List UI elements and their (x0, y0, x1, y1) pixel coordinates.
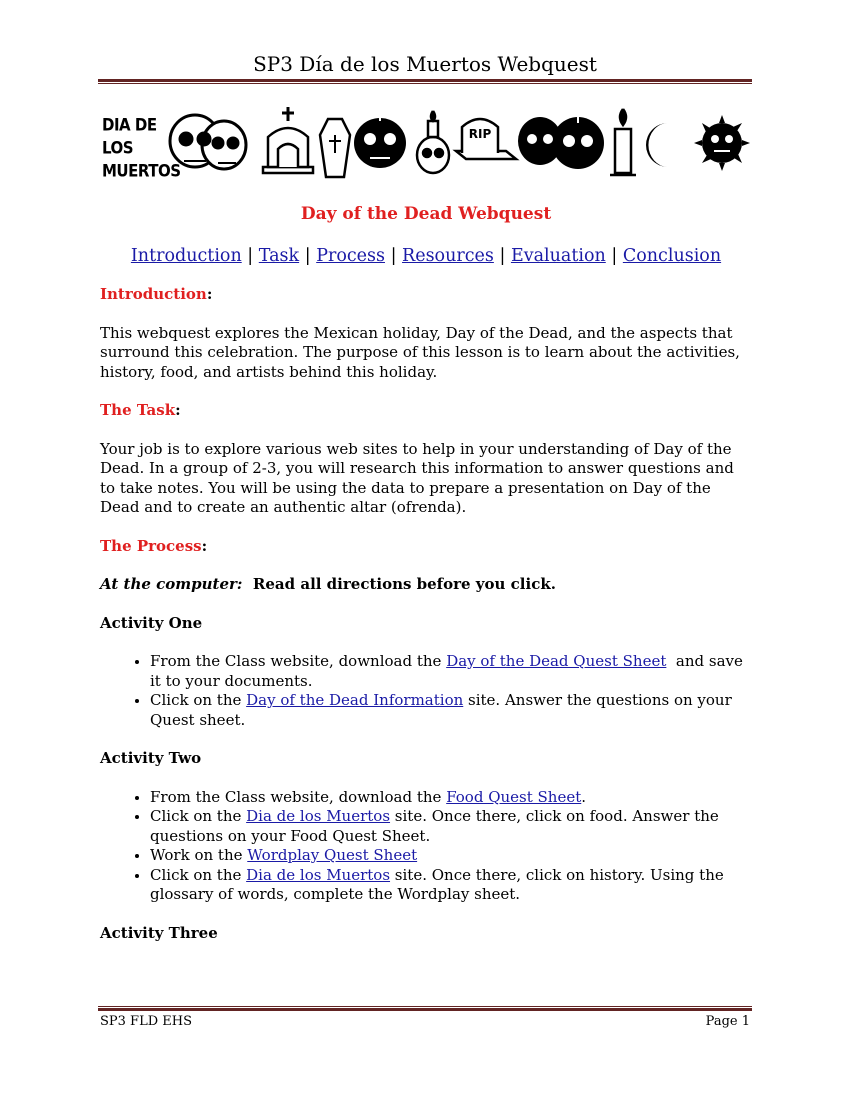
list-item: • From the Class website, download the Food Quest Sheet. (150, 788, 752, 808)
tombstone-text: RIP (468, 127, 492, 141)
dia-de-los-muertos-link[interactable]: Dia de los Muertos (246, 807, 391, 825)
candle-icon (610, 109, 636, 175)
dia-de-los-muertos-link[interactable]: Dia de los Muertos (246, 865, 391, 884)
tombstone-icon (456, 119, 516, 159)
banner-title-line1: DIA DE LOS (102, 114, 157, 158)
computer-directions: At the computer: Read all directions before you click. (100, 575, 556, 593)
nav-link-introduction[interactable]: Introduction (130, 246, 242, 266)
introduction-text: This webquest explores the Mexican holiday, Day of the Dead, and the aspects that surround this celebration. The purpose of this lesson is to learn about the activities, history, food, and artists behind this holiday. (100, 323, 740, 381)
skull-pair-icon (170, 115, 246, 169)
nav-separator: | (390, 246, 397, 266)
document-title: Day of the Dead Webquest (300, 204, 552, 224)
activity-one-list (100, 652, 752, 730)
document-body (100, 202, 752, 943)
activity-two-heading: Activity Two (100, 749, 202, 767)
black-skull-pair-icon (518, 111, 604, 169)
nav-link-process[interactable]: Process (316, 246, 385, 266)
list-item: • Work on the Wordplay Quest Sheet (150, 846, 752, 866)
nav-link-resources[interactable]: Resources (402, 246, 494, 266)
task-text: Your job is to explore various web sites to help in your understanding of Day of the Dead. In a group of 2-3, you will research this information to answer questions and to take notes. You will be using the data to prepare a presentation on Day of the Dead and to create an authentic altar (ofrenda). (100, 439, 734, 516)
nav-link-conclusion[interactable]: Conclusion (622, 246, 722, 266)
wordplay-quest-sheet-link[interactable]: Wordplay Quest Sheet (247, 846, 418, 864)
day-of-dead-banner (100, 103, 752, 183)
banner-icons (100, 103, 752, 183)
activity-one-heading: Activity One (100, 613, 203, 632)
candle-skull-icon (417, 111, 449, 173)
nav-separator: | (499, 246, 506, 266)
coffin-icon (320, 119, 350, 177)
process-heading: The Process: (100, 536, 208, 555)
banner-title-line2: MUERTOS (102, 161, 181, 181)
shrine-icon (263, 107, 313, 173)
nav-separator: | (611, 246, 618, 266)
page-footer (100, 1014, 750, 1029)
page-header-title: SP3 Día de los Muertos Webquest (253, 52, 597, 76)
quest-sheet-link[interactable]: Day of the Dead Quest Sheet (446, 652, 667, 670)
footer-left-text: SP3 FLD EHS (100, 1014, 192, 1029)
footer-rule (98, 1006, 752, 1011)
list-item: • Click on the Dia de los Muertos site. Once there, click on food. Answer the questions on your Food Quest Sheet. (150, 807, 752, 846)
introduction-heading: Introduction: (100, 285, 213, 303)
list-item: • Click on the Dia de los Muertos site. Once there, click on history. Using the glossary of words, complete the Wordplay sheet. (150, 866, 752, 905)
list-item: • From the Class website, download the Day of the Dead Quest Sheet and save it to your documents. (150, 652, 752, 691)
nav-link-task[interactable]: Task (258, 246, 300, 266)
activity-three-heading: Activity Three (100, 923, 218, 942)
moon-icon (646, 123, 668, 167)
black-skull-icon (354, 109, 406, 168)
nav-link-evaluation[interactable]: Evaluation (510, 246, 606, 266)
activity-two-list (100, 788, 752, 905)
section-nav (100, 244, 752, 268)
food-quest-sheet-link[interactable]: Food Quest Sheet (446, 787, 582, 806)
nav-separator: | (247, 246, 254, 266)
task-heading: The Task: (100, 401, 181, 419)
day-of-dead-info-link[interactable]: Day of the Dead Information (246, 691, 464, 709)
page-number: Page 1 (705, 1014, 750, 1029)
header-rule (98, 79, 752, 84)
sun-skull-icon (694, 115, 750, 171)
nav-separator: | (304, 246, 311, 266)
list-item: • Click on the Day of the Dead Information site. Answer the questions on your Quest sheet. (150, 691, 752, 730)
